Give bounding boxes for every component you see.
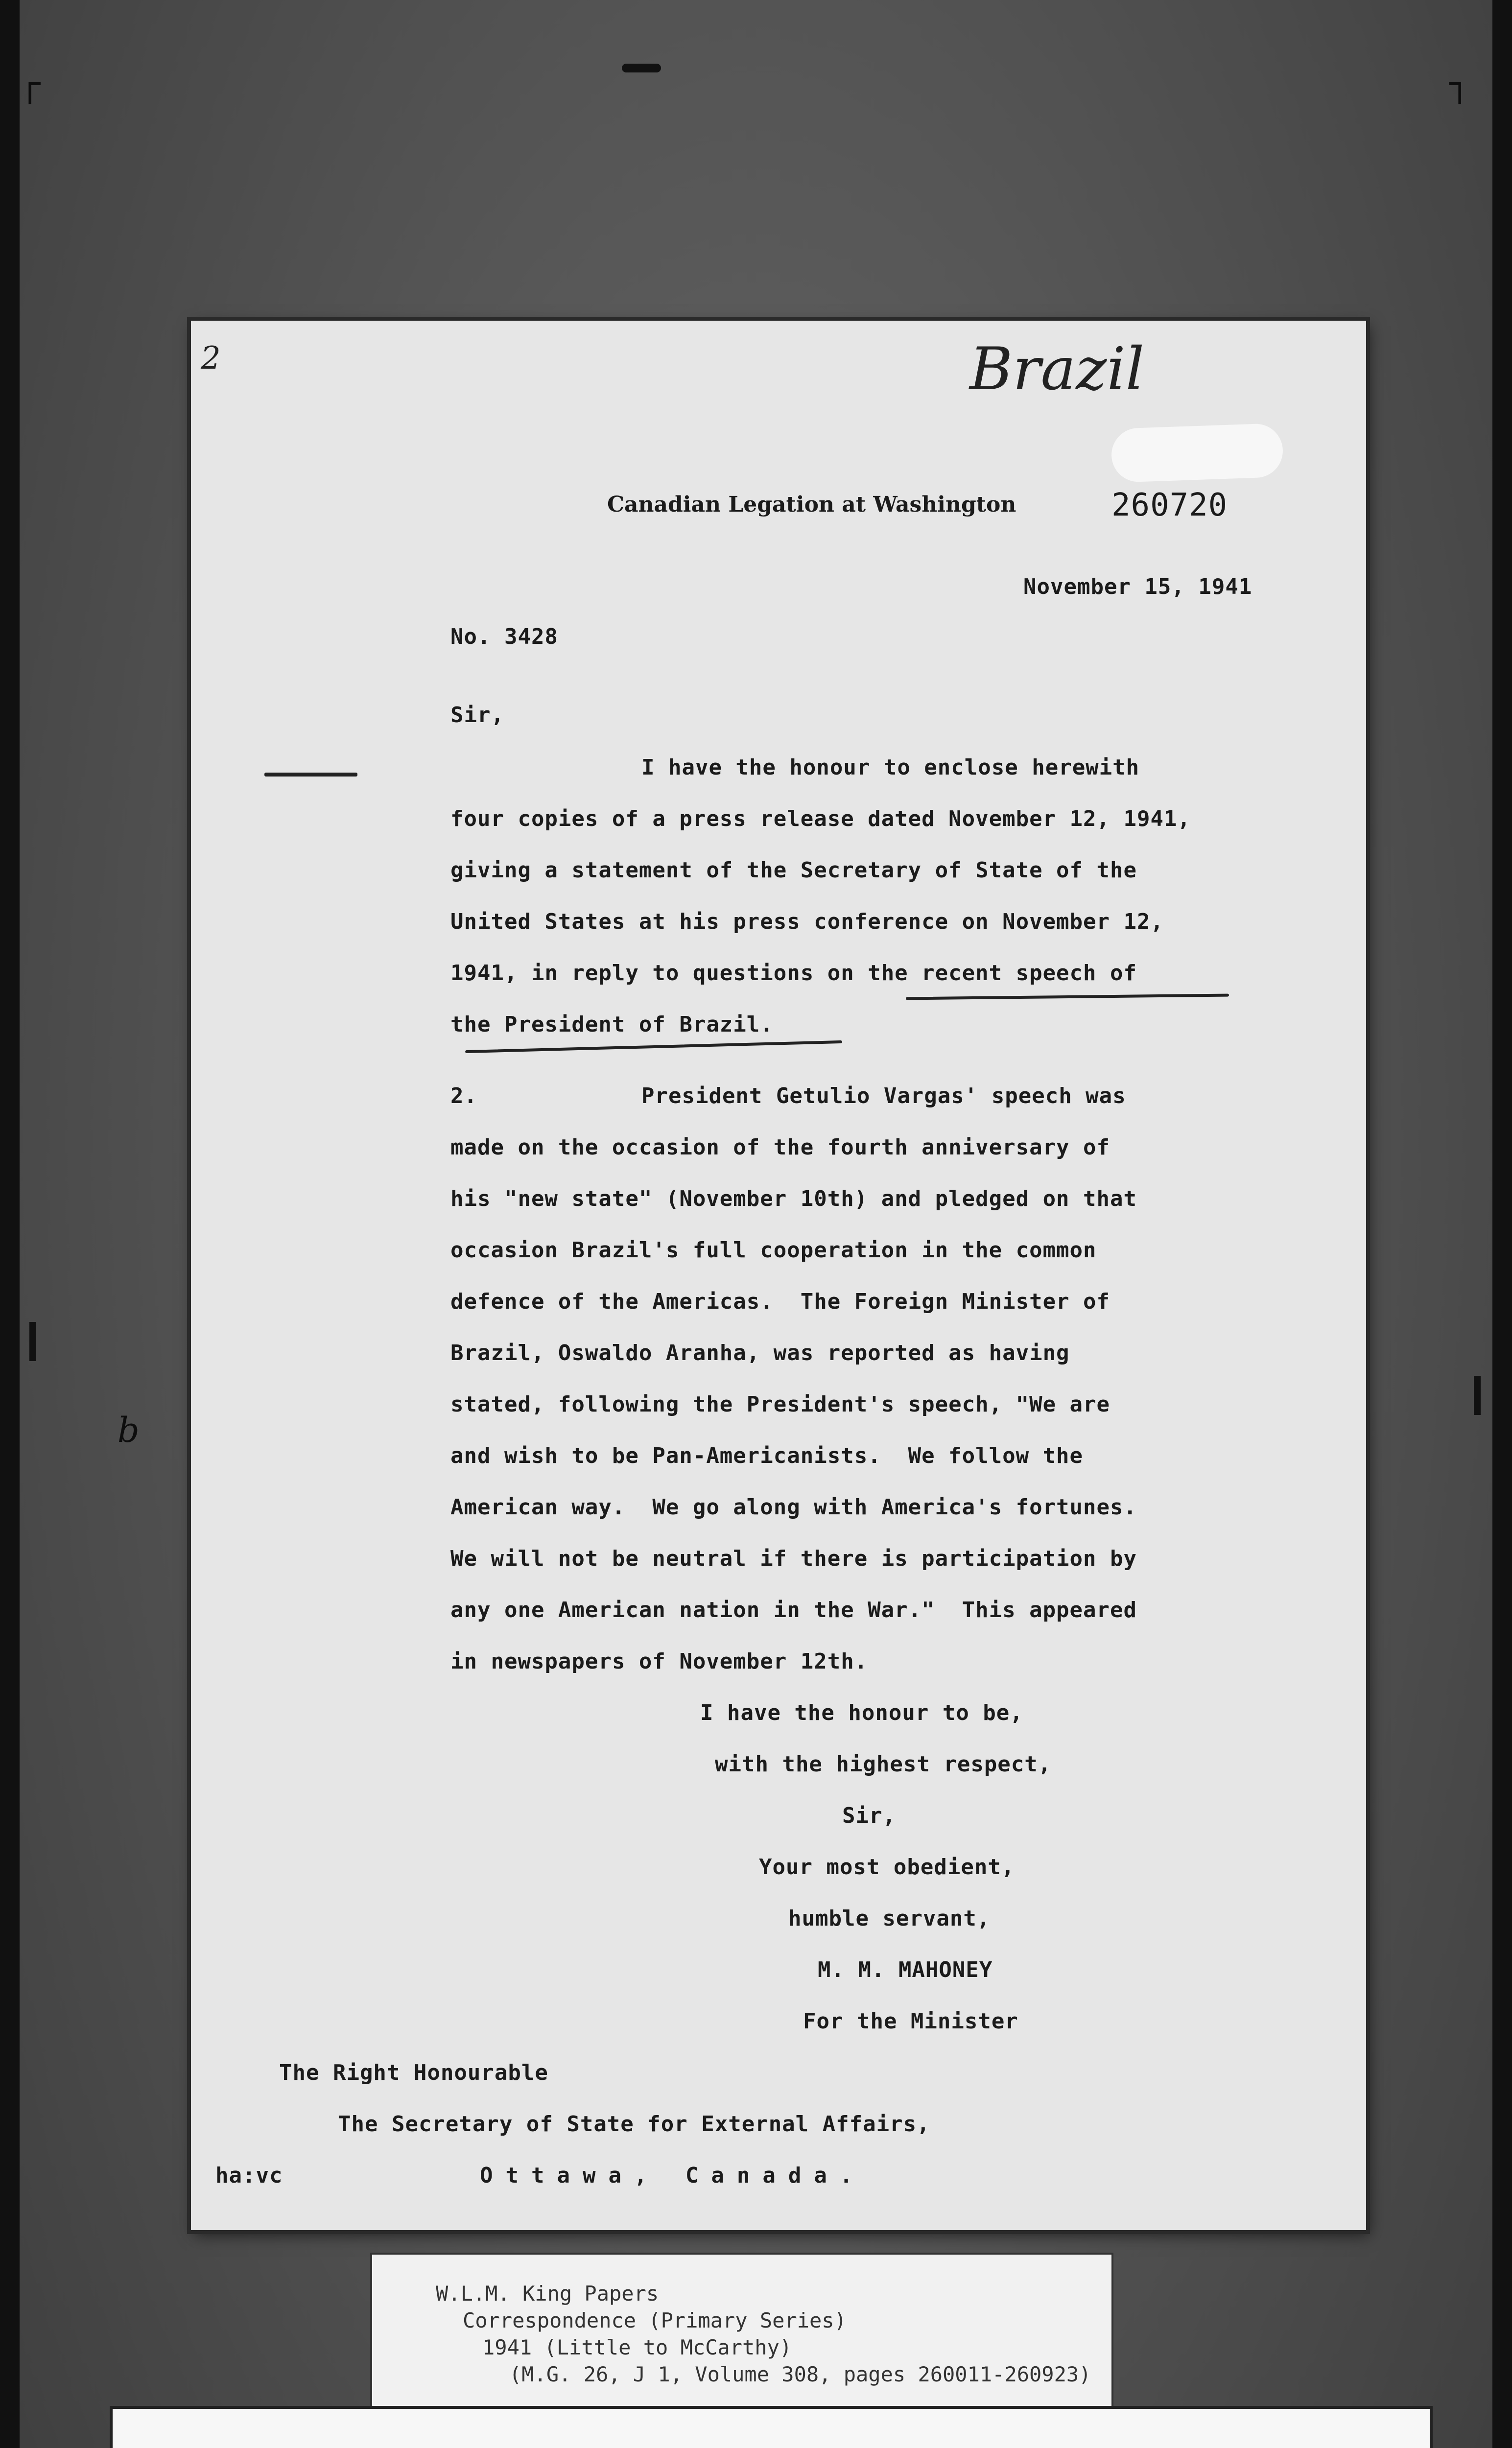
para1-line: United States at his press conference on November 12, bbox=[450, 909, 1164, 934]
para2-number: 2. bbox=[450, 1083, 477, 1108]
typist-initials: ha:vc bbox=[215, 2163, 283, 2188]
film-edge-right bbox=[1492, 0, 1512, 2448]
signatory-title: For the Minister bbox=[803, 2009, 1018, 2034]
corner-mark-top-left: ┌ bbox=[20, 64, 41, 104]
underline-mark bbox=[465, 1040, 842, 1053]
addressee-line: The Secretary of State for External Affairs, bbox=[338, 2112, 930, 2137]
citation-line: 1941 (Little to McCarthy) bbox=[482, 2335, 792, 2359]
closing-line: humble servant, bbox=[788, 1906, 991, 1931]
tab-marker bbox=[1110, 423, 1284, 483]
addressee-line: Ottawa, Canada. bbox=[480, 2163, 866, 2188]
closing-line: I have the honour to be, bbox=[700, 1700, 1023, 1725]
para1-line: I have the honour to enclose herewith bbox=[641, 755, 1140, 780]
citation-line: Correspondence (Primary Series) bbox=[463, 2308, 847, 2332]
closing-line: Your most obedient, bbox=[759, 1855, 1015, 1880]
para2-line: President Getulio Vargas' speech was bbox=[641, 1083, 1126, 1108]
para2-line: and wish to be Pan-Americanists. We follow the bbox=[450, 1443, 1084, 1468]
para2-line: We will not be neutral if there is participation by bbox=[450, 1546, 1137, 1571]
addressee-line: The Right Honourable bbox=[279, 2060, 548, 2085]
para1-line: four copies of a press release dated November 12, 1941, bbox=[450, 806, 1191, 831]
corner-mark-top-right: ┐ bbox=[1449, 64, 1470, 104]
para2-line: stated, following the President's speech, "We are bbox=[450, 1392, 1110, 1417]
handwritten-label: Brazil bbox=[969, 335, 1145, 403]
para2-line: made on the occasion of the fourth anniversary of bbox=[450, 1135, 1110, 1160]
margin-dash bbox=[264, 773, 357, 777]
edge-tick-left bbox=[29, 1322, 36, 1361]
para2-line: any one American nation in the War." This appeared bbox=[450, 1598, 1137, 1623]
letter-page bbox=[191, 321, 1366, 2230]
closing-line: Sir, bbox=[842, 1803, 896, 1828]
reference-number: No. 3428 bbox=[450, 624, 558, 649]
film-edge-mark: b bbox=[118, 1410, 140, 1450]
para2-line: occasion Brazil's full cooperation in the common bbox=[450, 1238, 1097, 1263]
citation-label bbox=[372, 2255, 1111, 2406]
para2-line: Brazil, Oswaldo Aranha, was reported as having bbox=[450, 1341, 1070, 1365]
para2-line: American way. We go along with America's fortunes. bbox=[450, 1495, 1137, 1520]
citation-line: W.L.M. King Papers bbox=[436, 2282, 659, 2306]
para1-line: the President of Brazil. bbox=[450, 1012, 774, 1037]
para2-line: in newspapers of November 12th. bbox=[450, 1649, 868, 1674]
para2-line: his "new state" (November 10th) and pledged on that bbox=[450, 1186, 1137, 1211]
para2-line: defence of the Americas. The Foreign Minister of bbox=[450, 1289, 1110, 1314]
film-speck bbox=[622, 64, 661, 72]
edge-tick-right bbox=[1474, 1376, 1481, 1415]
underline-mark bbox=[906, 994, 1229, 1000]
para1-line: 1941, in reply to questions on the recent speech of bbox=[450, 961, 1137, 986]
letter-date: November 15, 1941 bbox=[1023, 574, 1252, 599]
corner-number: 2 bbox=[201, 340, 221, 377]
archives-card bbox=[113, 2409, 1430, 2448]
document-number: 260720 bbox=[1111, 487, 1228, 523]
citation-line: (M.G. 26, J 1, Volume 308, pages 260011-260923) bbox=[509, 2362, 1091, 2386]
letterhead: Canadian Legation at Washington bbox=[607, 492, 1016, 517]
salutation: Sir, bbox=[450, 703, 504, 728]
para1-line: giving a statement of the Secretary of State of the bbox=[450, 858, 1137, 883]
film-edge-left bbox=[0, 0, 20, 2448]
signatory-name: M. M. MAHONEY bbox=[818, 1957, 993, 1982]
closing-line: with the highest respect, bbox=[715, 1752, 1052, 1777]
